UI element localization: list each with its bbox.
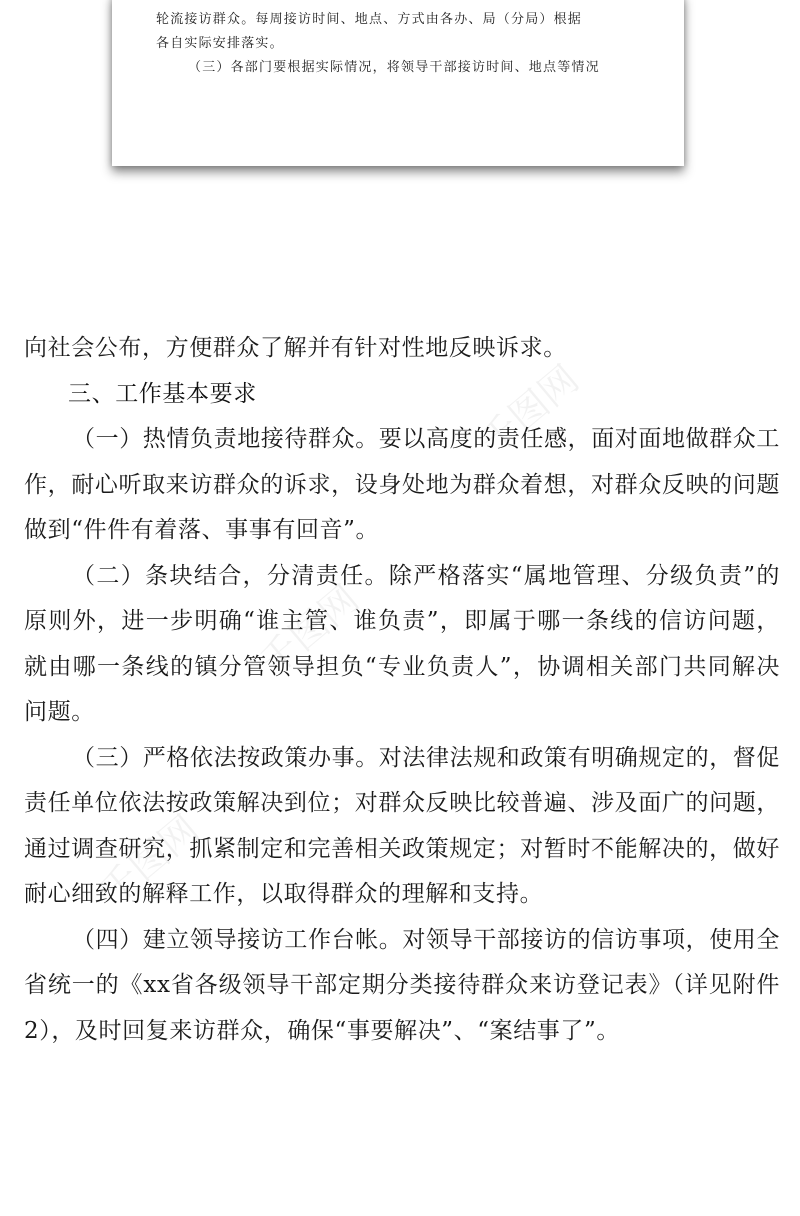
preview-line-3: （三）各部门要根据实际情况，将领导干部接访时间、地点等情况 bbox=[188, 60, 600, 75]
watermark-1: 千图网 bbox=[471, 356, 588, 464]
document-preview-card bbox=[112, 0, 684, 166]
watermark-3: 千图网 bbox=[91, 806, 208, 914]
continuation-line: 向社会公布，方便群众了解并有针对性地反映诉求。 bbox=[24, 335, 567, 361]
watermark-2: 千图网 bbox=[251, 576, 368, 684]
preview-line-2: 各自实际安排落实。 bbox=[156, 36, 284, 51]
paragraph-1: （一）热情负责地接待群众。要以高度的责任感，面对面地做群众工作，耐心听取来访群众的诉求，设身处地为群众着想，对群众反映的问题做到“件件有着落、事事有回音”。 bbox=[24, 426, 780, 543]
preview-line-1: 轮流接访群众。每周接访时间、地点、方式由各办、局（分局）根据 bbox=[156, 12, 583, 27]
paragraph-3: （三）严格依法按政策办事。对法律法规和政策有明确规定的，督促责任单位依法按政策解决到位；对群众反映比较普遍、涉及面广的问题，通过调查研究，抓紧制定和完善相关政策规定；对暂时不能解决的，做好耐心细致的解释工作，以取得群众的理解和支持。 bbox=[24, 744, 780, 907]
paragraph-2: （二）条块结合，分清责任。除严格落实“属地管理、分级负责”的原则外，进一步明确“谁主管、谁负责”，即属于哪一条线的信访问题，就由哪一条线的镇分管领导担负“专业负责人”，协调相关部门共同解决问题。 bbox=[24, 562, 780, 725]
section-heading: 三、工作基本要求 bbox=[68, 380, 257, 407]
paragraph-4: （四）建立领导接访工作台帐。对领导干部接访的信访事项，使用全省统一的《xx省各级领导干部定期分类接待群众来访登记表》（详见附件2），及时回复来访群众，确保“事要解决”、“案结事了”。 bbox=[24, 926, 780, 1044]
document-body bbox=[24, 326, 780, 1054]
